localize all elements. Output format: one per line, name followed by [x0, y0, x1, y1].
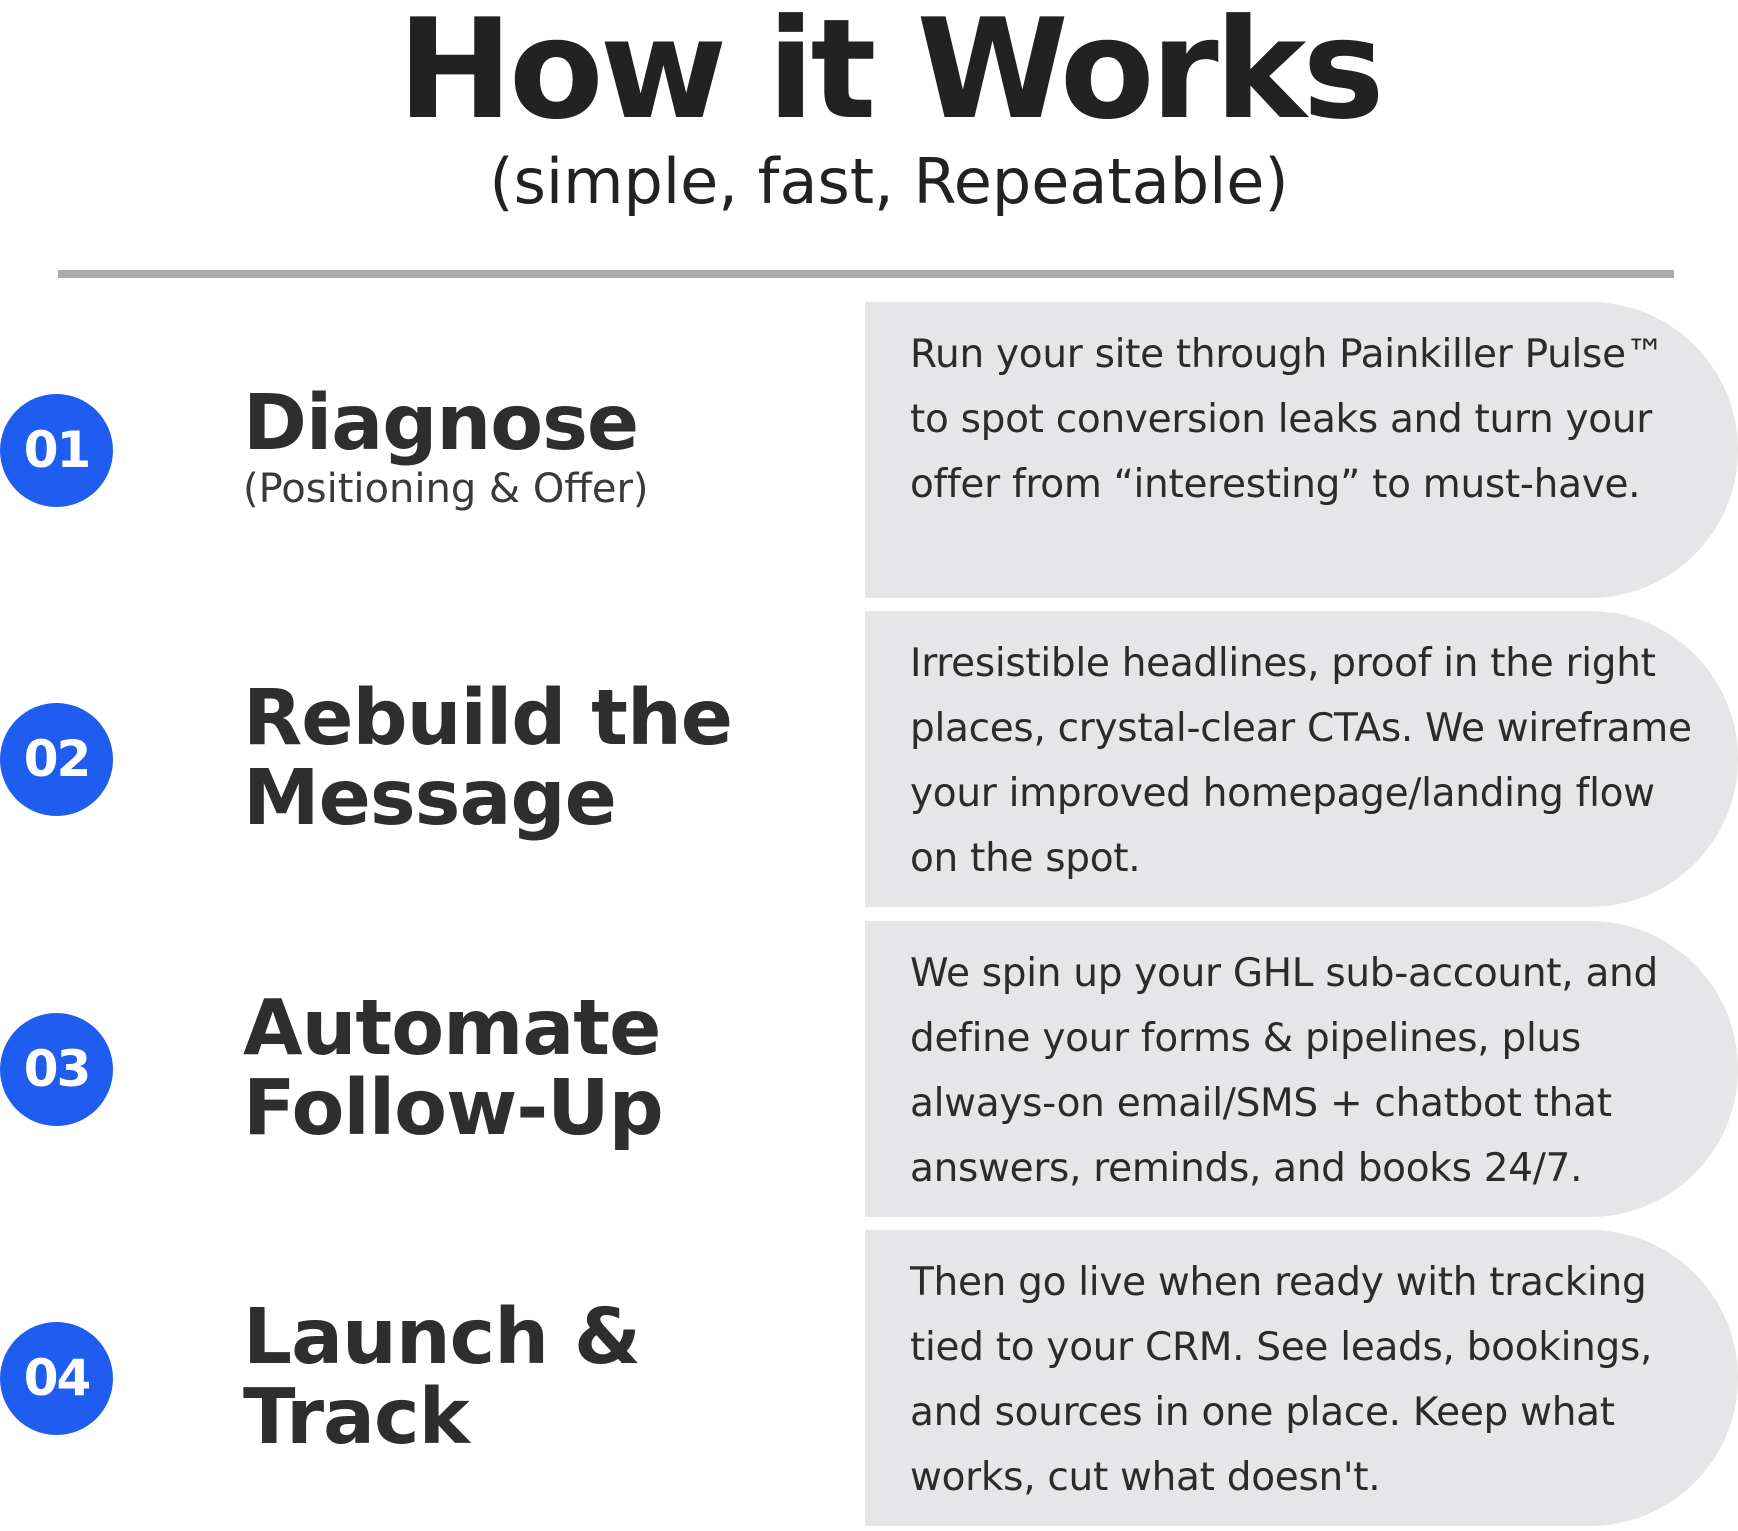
- step-title-line: Launch &: [243, 1293, 641, 1382]
- step-title: [243, 984, 843, 1153]
- step-title-line: Follow-Up: [243, 1064, 663, 1153]
- header-divider: [58, 270, 1674, 278]
- step-number-badge: 04: [0, 1322, 113, 1435]
- step-title-line: Message: [243, 754, 616, 843]
- step-description: Irresistible headlines, proof in the right places, crystal-clear CTAs. We wireframe your improved homepage/landing flow on the spot.: [910, 641, 1692, 881]
- step-title: [243, 379, 843, 468]
- step-number-badge: 01: [0, 394, 113, 507]
- step-title: [243, 1293, 843, 1462]
- step-rebuild-message: [0, 611, 1738, 907]
- step-description: We spin up your GHL sub-account, and define your forms & pipelines, plus always-on email/SMS + chatbot that answers, reminds, and books 24/7.: [910, 951, 1658, 1191]
- step-title-line: Rebuild the: [243, 674, 733, 763]
- step-number-badge: 03: [0, 1013, 113, 1126]
- step-title-line: Automate: [243, 984, 661, 1073]
- step-number-badge: 02: [0, 703, 113, 816]
- step-description-card: [865, 302, 1738, 598]
- step-title-line: Diagnose: [243, 379, 639, 468]
- step-launch-track: [0, 1230, 1738, 1526]
- step-description-card: [865, 611, 1738, 907]
- step-automate-follow-up: [0, 921, 1738, 1217]
- step-diagnose: [0, 302, 1738, 598]
- step-title: [243, 674, 843, 843]
- step-description: Run your site through Painkiller Pulse™ to spot conversion leaks and turn your offer from “interesting” to must-have.: [910, 332, 1665, 507]
- page-title: How it Works: [397, 0, 1381, 150]
- step-description: Then go live when ready with tracking tied to your CRM. See leads, bookings, and sources in one place. Keep what works, cut what doesn't.: [910, 1260, 1653, 1500]
- step-subtitle: (Positioning & Offer): [243, 466, 649, 512]
- page-subtitle: (simple, fast, Repeatable): [489, 145, 1289, 218]
- step-description-card: [865, 921, 1738, 1217]
- step-description-card: [865, 1230, 1738, 1526]
- step-title-line: Track: [243, 1373, 469, 1462]
